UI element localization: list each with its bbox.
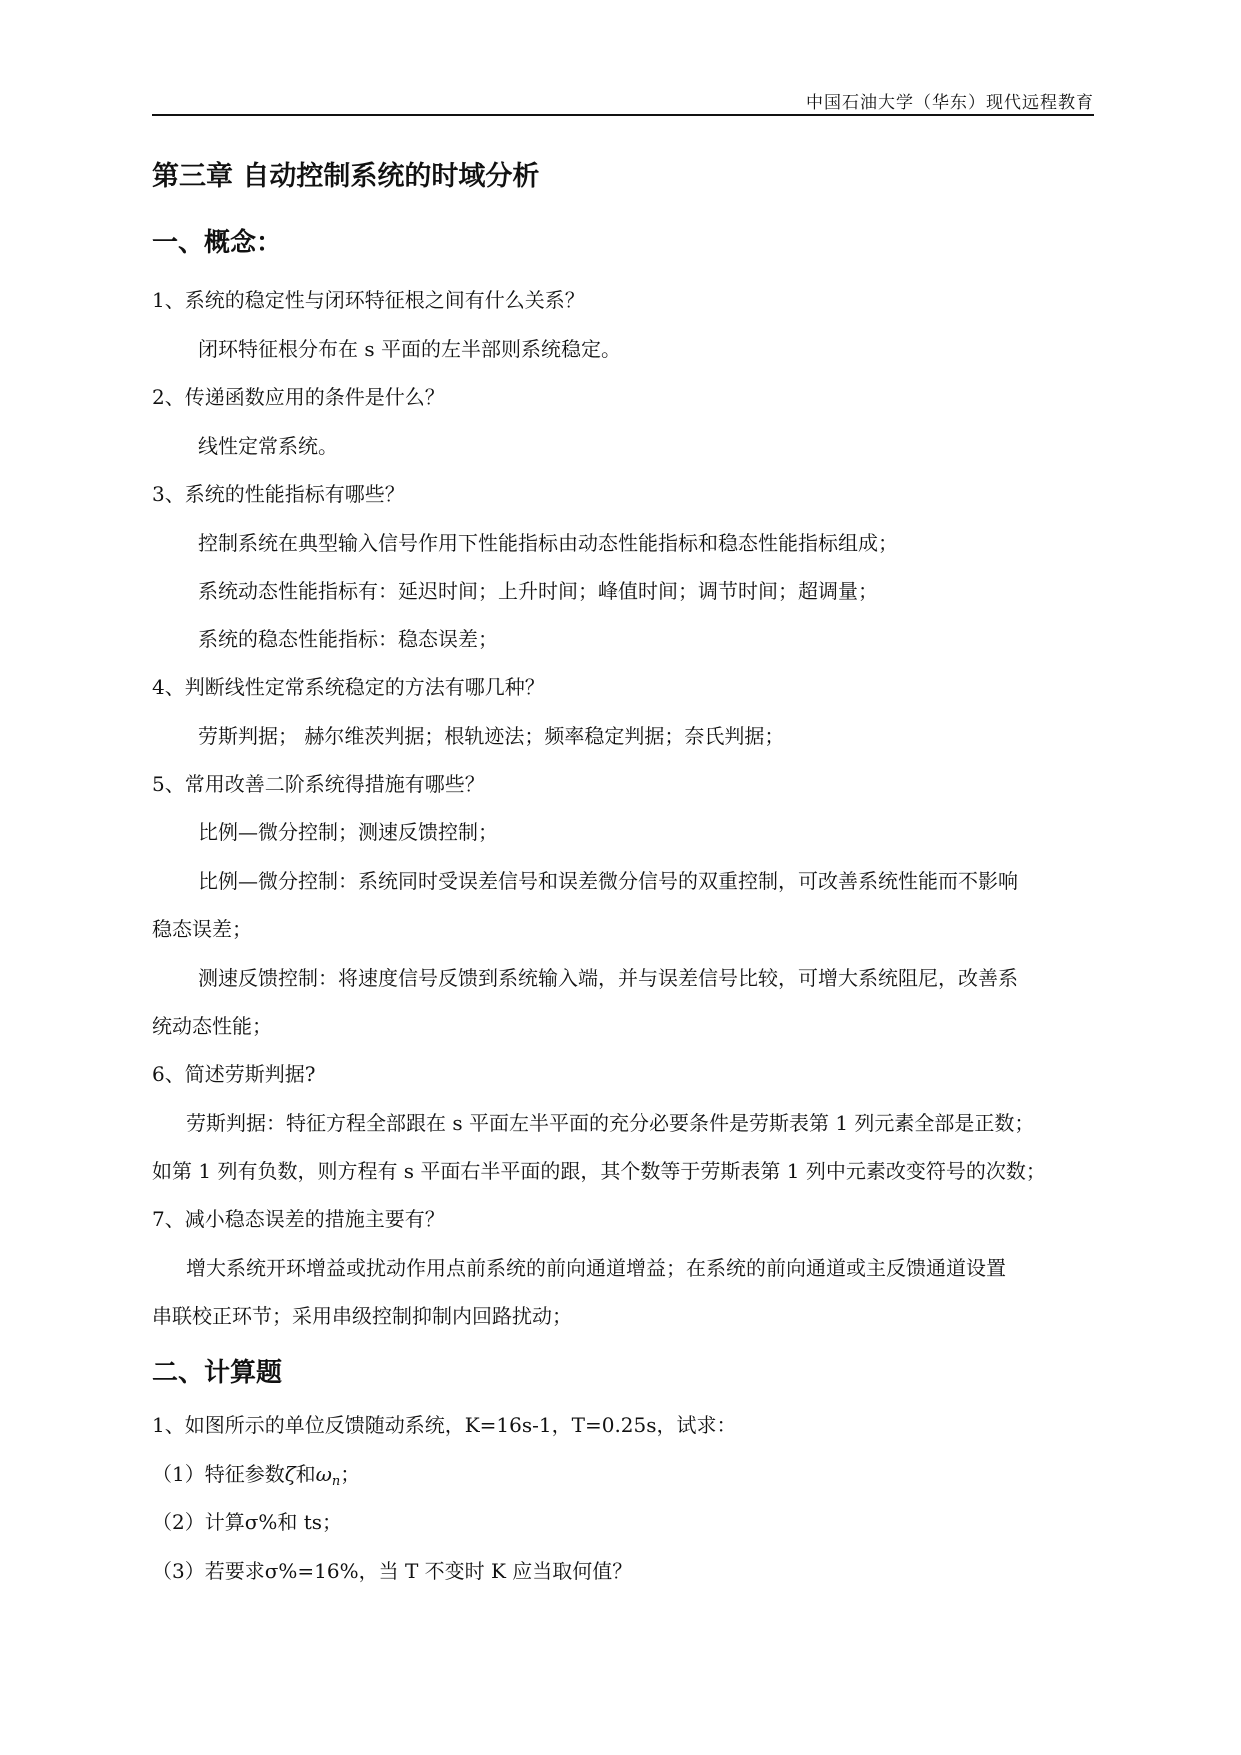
question-6: 6、简述劳斯判据? bbox=[152, 1062, 316, 1086]
answer-5-line-5: 统动态性能； bbox=[152, 1014, 272, 1038]
answer-5-line-3: 稳态误差； bbox=[152, 917, 252, 941]
item-1-end: ； bbox=[340, 1462, 361, 1486]
problem-1-item-3: （3）若要求σ%=16%，当 T 不变时 K 应当取何值？ bbox=[152, 1559, 633, 1583]
answer-4: 劳斯判据； 赫尔维茨判据；根轨迹法；频率稳定判据；奈氏判据； bbox=[198, 724, 785, 748]
answer-7-line-2: 串联校正环节；采用串级控制抑制内回路扰动； bbox=[152, 1304, 572, 1328]
omega-subscript: n bbox=[331, 1474, 341, 1489]
omega-symbol: ω bbox=[315, 1462, 332, 1486]
section-calculation-title: 二、计算题 bbox=[152, 1358, 283, 1388]
question-4: 4、判断线性定常系统稳定的方法有哪几种？ bbox=[152, 675, 545, 699]
answer-6-line-1: 劳斯判据：特征方程全部跟在 s 平面左半平面的充分必要条件是劳斯表第 1 列元素全部是正数； bbox=[186, 1111, 1035, 1135]
question-2: 2、传递函数应用的条件是什么？ bbox=[152, 385, 445, 409]
answer-1: 闭环特征根分布在 s 平面的左半部则系统稳定。 bbox=[198, 337, 621, 361]
answer-2: 线性定常系统。 bbox=[198, 434, 338, 458]
question-7: 7、减小稳态误差的措施主要有？ bbox=[152, 1207, 445, 1231]
zeta-symbol: ζ bbox=[284, 1462, 296, 1486]
answer-5-line-1: 比例—微分控制；测速反馈控制； bbox=[198, 820, 498, 844]
answer-7-line-1: 增大系统开环增益或扰动作用点前系统的前向通道增益；在系统的前向通道或主反馈通道设置 bbox=[186, 1256, 1006, 1280]
problem-1-item-2: （2）计算σ%和 ts； bbox=[152, 1510, 343, 1534]
answer-6-line-2: 如第 1 列有负数，则方程有 s 平面右半平面的跟，其个数等于劳斯表第 1 列中元素改变符号的次数； bbox=[152, 1159, 1046, 1183]
answer-3-line-2: 系统动态性能指标有：延迟时间；上升时间；峰值时间；调节时间；超调量； bbox=[198, 579, 878, 603]
problem-1-intro: 1、如图所示的单位反馈随动系统，K=16s-1，T=0.25s，试求： bbox=[152, 1413, 737, 1437]
section-concepts-title: 一、概念： bbox=[152, 228, 283, 258]
item-1-prefix: （1）特征参数 bbox=[152, 1462, 285, 1486]
problem-1-item-1 bbox=[152, 1461, 360, 1495]
answer-5-line-4: 测速反馈控制：将速度信号反馈到系统输入端，并与误差信号比较，可增大系统阻尼，改善系 bbox=[198, 966, 1018, 990]
answer-5-line-2: 比例—微分控制：系统同时受误差信号和误差微分信号的双重控制，可改善系统性能而不影响 bbox=[198, 869, 1018, 893]
answer-3-line-3: 系统的稳态性能指标：稳态误差； bbox=[198, 627, 498, 651]
question-5: 5、常用改善二阶系统得措施有哪些？ bbox=[152, 772, 485, 796]
header-institution: 中国石油大学（华东）现代远程教育 bbox=[806, 93, 1094, 113]
item-1-and: 和 bbox=[295, 1462, 316, 1486]
answer-3-line-1: 控制系统在典型输入信号作用下性能指标由动态性能指标和稳态性能指标组成； bbox=[198, 531, 898, 555]
question-3: 3、系统的性能指标有哪些？ bbox=[152, 482, 405, 506]
question-1: 1、系统的稳定性与闭环特征根之间有什么关系？ bbox=[152, 288, 585, 312]
chapter-title: 第三章 自动控制系统的时域分析 bbox=[152, 161, 540, 192]
header-divider bbox=[152, 114, 1094, 116]
